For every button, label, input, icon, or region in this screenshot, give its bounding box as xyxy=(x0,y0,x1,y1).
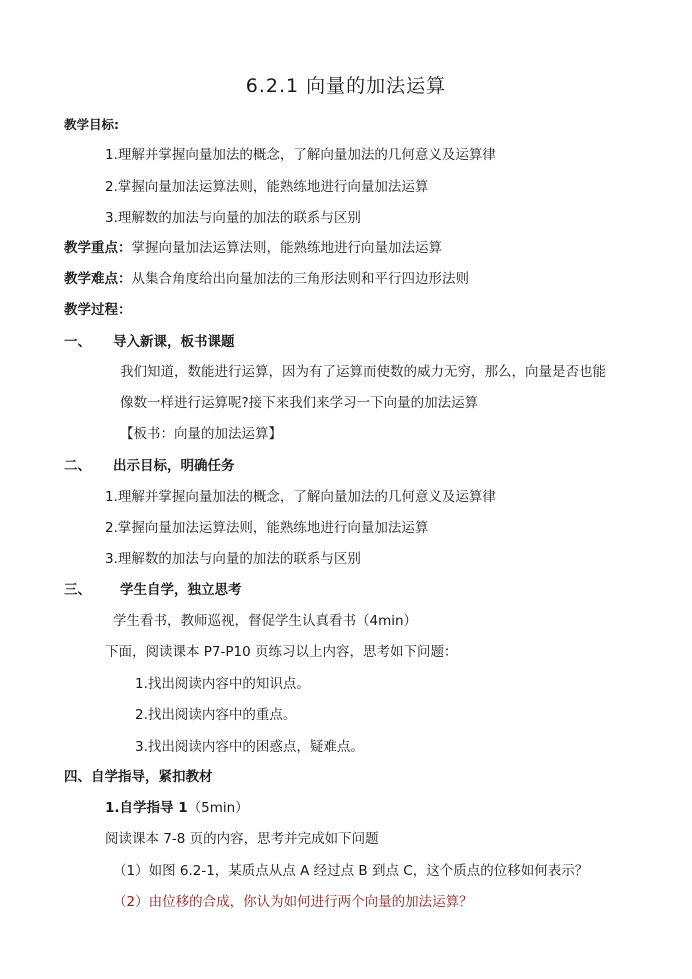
objective-item-2: 2.掌握向量加法运算法则，能熟练地进行向量加法运算 xyxy=(105,179,429,195)
page-title: 6.2.1 向量的加法运算 xyxy=(245,75,447,97)
section4-heading: 四、自学指导，紧扣教材 xyxy=(64,769,213,785)
section3-number: 三、 xyxy=(64,582,91,598)
section1-paragraph-line1: 我们知道，数能进行运算，因为有了运算而使数的威力无穷，那么，向量是否也能 xyxy=(120,364,606,380)
difficulty xyxy=(64,269,469,289)
section3-question-1: 1.找出阅读内容中的知识点。 xyxy=(135,676,310,692)
section4-guide-time: （5min） xyxy=(187,800,249,816)
key-point-text: 掌握向量加法运算法则，能熟练地进行向量加法运算 xyxy=(131,240,442,256)
objectives-heading: 教学目标: xyxy=(64,117,119,132)
section4-question-1: （1）如图 6.2-1，某质点从点 A 经过点 B 到点 C，这个质点的位移如何表示？ xyxy=(113,863,589,879)
section2-title: 出示目标，明确任务 xyxy=(113,458,235,474)
section3-question-2: 2.找出阅读内容中的重点。 xyxy=(135,707,297,723)
section4-guide-label: 1.自学指导 1 xyxy=(105,800,188,816)
difficulty-text: 从集合角度给出向量加法的三角形法则和平行四边形法则 xyxy=(131,271,469,287)
section3-title: 学生自学，独立思考 xyxy=(120,582,242,598)
process-heading: 教学过程： xyxy=(64,302,132,318)
key-point-label: 教学重点： xyxy=(64,240,132,256)
section1-number: 一、 xyxy=(64,334,91,350)
section2-number: 二、 xyxy=(64,458,91,474)
section1-board-note: 【板书：向量的加法运算】 xyxy=(120,426,282,442)
section3-line2: 下面，阅读课本 P7-P10 页练习以上内容，思考如下问题： xyxy=(105,644,458,660)
section3-line1: 学生看书，教师巡视，督促学生认真看书（4min） xyxy=(113,613,418,629)
section4-read-line: 阅读课本 7-8 页的内容，思考并完成如下问题 xyxy=(105,831,379,847)
section4-question-2: （2）由位移的合成，你认为如何进行两个向量的加法运算？ xyxy=(113,894,473,910)
difficulty-label: 教学难点： xyxy=(64,271,132,287)
section2-item-3: 3.理解数的加法与向量的加法的联系与区别 xyxy=(105,551,361,567)
objective-item-1: 1.理解并掌握向量加法的概念，了解向量加法的几何意义及运算律 xyxy=(105,147,496,163)
section1-title: 导入新课，板书课题 xyxy=(113,334,235,350)
section3-question-3: 3.找出阅读内容中的困惑点，疑难点。 xyxy=(135,739,364,755)
section2-item-1: 1.理解并掌握向量加法的概念，了解向量加法的几何意义及运算律 xyxy=(105,489,496,505)
section1-paragraph-line2: 像数一样进行运算呢?接下来我们来学习一下向量的加法运算 xyxy=(120,395,479,411)
key-point xyxy=(64,238,442,258)
section2-item-2: 2.掌握向量加法运算法则，能熟练地进行向量加法运算 xyxy=(105,520,429,536)
section4-guide xyxy=(105,798,249,818)
objective-item-3: 3.理解数的加法与向量的加法的联系与区别 xyxy=(105,210,361,226)
